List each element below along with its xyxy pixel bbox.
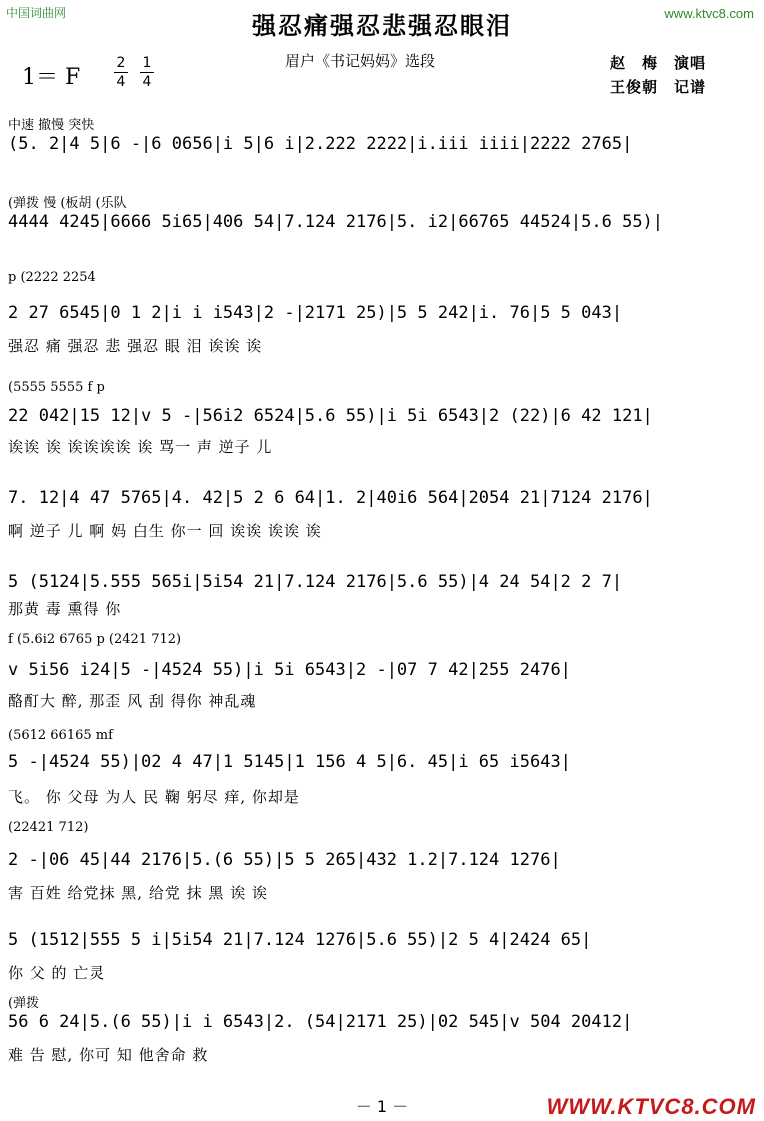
system-11-marks: (弹拨: [8, 996, 40, 1011]
transcriber-credit: 王俊朝 记谱: [610, 78, 707, 96]
system-7-notes: v 5i56 i24|5 -|4524 55)|i 5i 6543|2 -|07 7 42|255 2476|: [8, 660, 571, 680]
system-7-marks: f (5.6i2 6765 p (2421 712): [8, 632, 182, 647]
song-title: 强忍痛强忍悲强忍眼泪: [252, 11, 512, 40]
system-5-lyrics: 啊 逆子 儿 啊 妈 白生 你一 回 诶诶 诶诶 诶: [8, 522, 322, 540]
system-8-marks: (5612 66165 mf: [8, 728, 113, 743]
time-numerator: 2: [116, 55, 126, 71]
system-11-notes: 56 6 24|5.(6 55)|i i 6543|2. (54|2171 25)|02 545|v 504 20412|: [8, 1012, 633, 1032]
system-8-lyrics: 飞。 你 父母 为人 民 鞠 躬尽 痒, 你却是: [8, 788, 300, 806]
site-watermark-right: www.ktvc8.com: [664, 6, 754, 21]
system-6-lyrics: 那黄 毒 熏得 你: [8, 600, 122, 618]
time-numerator: 1: [142, 55, 152, 71]
system-9-marks: (22421 712): [8, 820, 89, 835]
system-5-notes: 7. 12|4 47 5765|4. 42|5 2 6 64|1. 2|40i6 564|2054 21|7124 2176|: [8, 488, 653, 508]
site-logo: WWW.KTVC8.COM: [546, 1094, 756, 1119]
system-1-notes: (5. 2|4 5|6 -|6 0656|i 5|6 i|2.222 2222|i.iii iiii|2222 2765|: [8, 134, 633, 154]
system-2-marks: (弹拨 慢 (板胡 (乐队: [8, 196, 127, 211]
time-signature-2-4: [114, 54, 128, 91]
system-8-notes: 5 -|4524 55)|02 4 47|1 5145|1 156 4 5|6. 45|i 65 i5643|: [8, 752, 571, 772]
time-denominator: 4: [140, 72, 154, 91]
system-3-marks: p (2222 2254: [8, 270, 96, 285]
time-denominator: 4: [114, 72, 128, 91]
system-2-notes: 4444 4245|6666 5i65|406 54|7.124 2176|5. i2|66765 44524|5.6 55)|: [8, 212, 664, 232]
site-watermark-left: 中国词曲网: [6, 6, 67, 20]
key-signature: 1＝ F: [22, 65, 81, 90]
system-4-notes: 22 042|15 12|v 5 -|56i2 6524|5.6 55)|i 5i 6543|2 (22)|6 42 121|: [8, 406, 653, 426]
system-7-lyrics: 酪酊大 醉, 那歪 风 刮 得你 神乱魂: [8, 692, 257, 710]
system-9-lyrics: 害 百姓 给党抹 黑, 给党 抹 黑 诶 诶: [8, 884, 268, 902]
page-number: － 1 －: [355, 1097, 409, 1116]
system-10-lyrics: 你 父 的 亡灵: [8, 964, 106, 982]
system-1-marks: 中速 撤慢 突快: [8, 118, 95, 133]
time-signature-1-4: [140, 54, 154, 91]
system-10-notes: 5 (1512|555 5 i|5i54 21|7.124 1276|5.6 55)|2 5 4|2424 65|: [8, 930, 592, 950]
system-9-notes: 2 -|06 45|44 2176|5.(6 55)|5 5 265|432 1.2|7.124 1276|: [8, 850, 561, 870]
subtitle: 眉户《书记妈妈》选段: [285, 52, 436, 70]
system-4-lyrics: 诶诶 诶 诶诶诶诶 诶 骂一 声 逆子 儿: [8, 438, 273, 456]
system-11-lyrics: 难 告 慰, 你可 知 他舍命 救: [8, 1046, 209, 1064]
system-6-notes: 5 (5124|5.555 565i|5i54 21|7.124 2176|5.6 55)|4 24 54|2 2 7|: [8, 572, 623, 592]
performer-credit: 赵 梅 演唱: [610, 54, 707, 72]
system-4-marks: (5555 5555 f p: [8, 380, 105, 395]
system-3-lyrics: 强忍 痛 强忍 悲 强忍 眼 泪 诶诶 诶: [8, 337, 263, 355]
system-3-notes: 2 27 6545|0 1 2|i i i543|2 -|2171 25)|5 5 242|i. 76|5 5 043|: [8, 303, 623, 323]
